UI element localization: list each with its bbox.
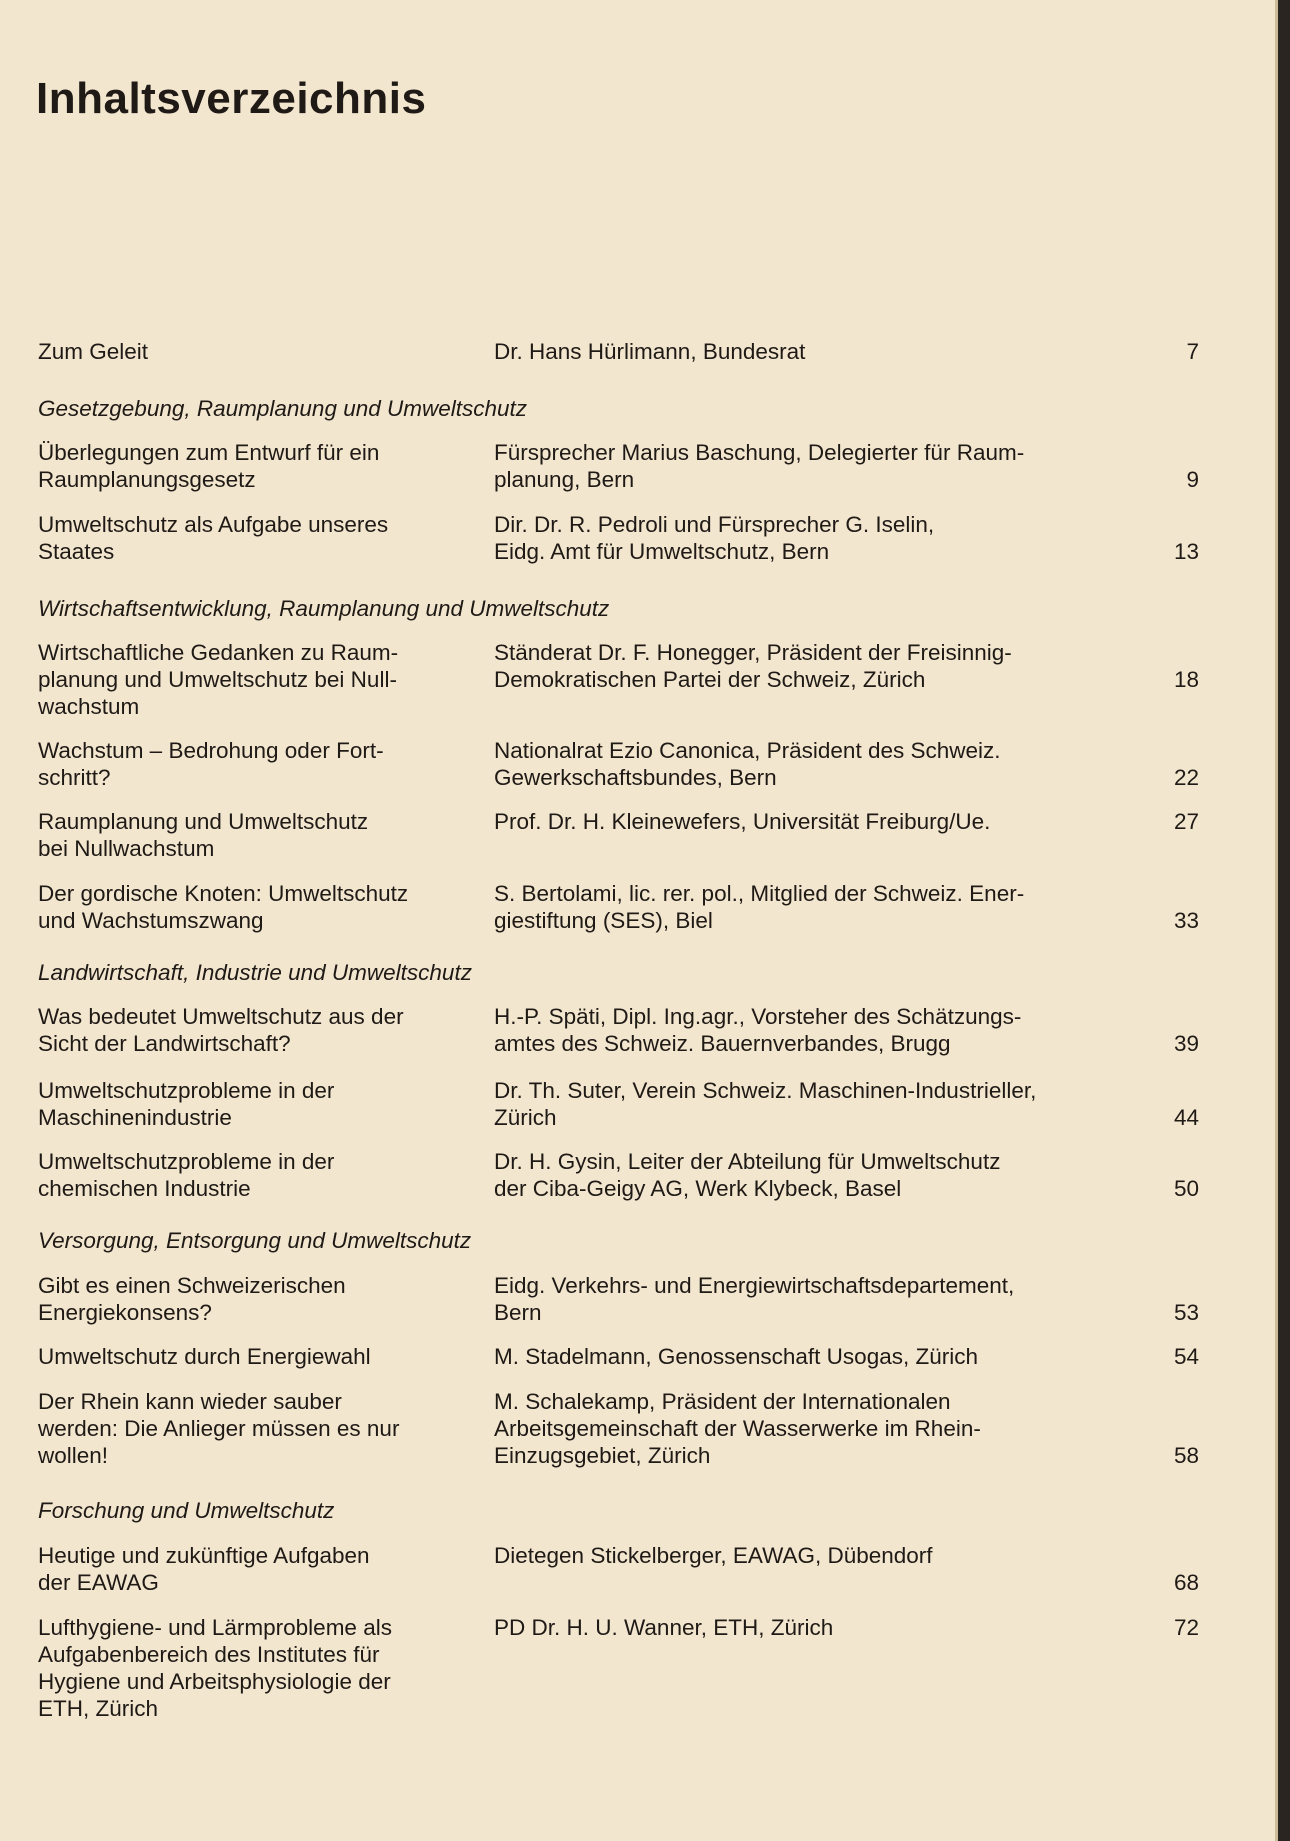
section-heading: Forschung und Umweltschutz — [38, 1498, 335, 1523]
entry-title: Zum Geleit — [38, 339, 149, 364]
entry-author: S. Bertolami, lic. rer. pol., Mitglied der Schweiz. Ener- giestiftung (SES), Biel — [494, 881, 1025, 933]
entry-author: Prof. Dr. H. Kleinewefers, Universität Freiburg/Ue. — [494, 809, 991, 834]
entry-title: Umweltschutzprobleme in der chemischen Industrie — [38, 1149, 335, 1201]
entry-title: Wirtschaftliche Gedanken zu Raum- planung und Umweltschutz bei Null- wachstum — [38, 640, 399, 719]
entry-author: Dir. Dr. R. Pedroli und Fürsprecher G. Iselin, Eidg. Amt für Umweltschutz, Bern — [494, 512, 935, 564]
entry-author: Eidg. Verkehrs- und Energiewirtschaftsdepartement, Bern — [494, 1273, 1015, 1325]
entry-title: Raumplanung und Umweltschutz bei Nullwachstum — [38, 809, 369, 861]
entry-author: Dr. Th. Suter, Verein Schweiz. Maschinen-Industrieller, Zürich — [494, 1078, 1037, 1130]
entry-author: Fürsprecher Marius Baschung, Delegierter für Raum- planung, Bern — [494, 440, 1025, 492]
entry-author: M. Schalekamp, Präsident der Internationalen Arbeitsgemeinschaft der Wasserwerke im Rhein- Einzugsgebiet, Zürich — [494, 1389, 981, 1468]
entry-author: PD Dr. H. U. Wanner, ETH, Zürich — [494, 1615, 834, 1640]
entry-title: Der Rhein kann wieder sauber werden: Die Anlieger müssen es nur wollen! — [38, 1389, 400, 1468]
entry-title: Überlegungen zum Entwurf für ein Raumplanungsgesetz — [38, 440, 380, 492]
entry-title: Gibt es einen Schweizerischen Energiekonsens? — [38, 1273, 346, 1325]
section-heading: Wirtschaftsentwicklung, Raumplanung und Umweltschutz — [38, 596, 610, 621]
entry-author: Ständerat Dr. F. Honegger, Präsident der Freisinnig- Demokratischen Partei der Schweiz, Zürich — [494, 640, 1012, 692]
entry-author: Dr. H. Gysin, Leiter der Abteilung für Umweltschutz der Ciba-Geigy AG, Werk Klybeck, Basel — [494, 1149, 1001, 1201]
entry-author: Nationalrat Ezio Canonica, Präsident des Schweiz. Gewerkschaftsbundes, Bern — [494, 738, 1001, 790]
entry-page-number: 72 — [1173, 1615, 1199, 1640]
entry-page-number: 53 — [1173, 1300, 1199, 1325]
entry-page-number: 18 — [1173, 667, 1199, 692]
entry-page-number: 50 — [1173, 1176, 1199, 1201]
entry-page-number: 22 — [1173, 765, 1199, 790]
entry-title: Der gordische Knoten: Umweltschutz und Wachstumszwang — [38, 881, 409, 933]
entry-title: Umweltschutzprobleme in der Maschinenindustrie — [38, 1078, 335, 1130]
entry-page-number: 9 — [1186, 467, 1199, 492]
entry-page-number: 33 — [1173, 908, 1199, 933]
page-title: Inhaltsverzeichnis — [36, 74, 427, 123]
section-heading: Gesetzgebung, Raumplanung und Umweltschutz — [38, 396, 528, 421]
entry-title: Umweltschutz durch Energiewahl — [38, 1344, 371, 1369]
entry-title: Umweltschutz als Aufgabe unseres Staates — [38, 512, 389, 564]
entry-page-number: 44 — [1173, 1105, 1199, 1130]
entry-page-number: 58 — [1173, 1443, 1199, 1468]
entry-page-number: 54 — [1173, 1344, 1199, 1369]
entry-page-number: 68 — [1173, 1570, 1199, 1595]
entry-page-number: 13 — [1173, 539, 1199, 564]
entry-author: Dietegen Stickelberger, EAWAG, Dübendorf — [494, 1543, 933, 1568]
entry-title: Wachstum – Bedrohung oder Fort- schritt? — [38, 738, 384, 790]
entry-page-number: 7 — [1186, 339, 1199, 364]
entry-title: Heutige und zukünftige Aufgaben der EAWAG — [38, 1543, 370, 1595]
entry-page-number: 39 — [1173, 1031, 1199, 1056]
page-edge-shadow — [1278, 0, 1290, 1841]
section-heading: Landwirtschaft, Industrie und Umweltschutz — [38, 960, 472, 985]
entry-title: Lufthygiene- und Lärmprobleme als Aufgabenbereich des Institutes für Hygiene und Arbeitsphysiologie der ETH, Zürich — [38, 1615, 392, 1721]
entry-author: Dr. Hans Hürlimann, Bundesrat — [494, 339, 806, 364]
entry-author: H.-P. Späti, Dipl. Ing.agr., Vorsteher des Schätzungs- amtes des Schweiz. Bauernverbandes, Brugg — [494, 1004, 1022, 1056]
entry-page-number: 27 — [1173, 809, 1199, 834]
entry-author: M. Stadelmann, Genossenschaft Usogas, Zürich — [494, 1344, 978, 1369]
section-heading: Versorgung, Entsorgung und Umweltschutz — [38, 1228, 472, 1253]
entry-title: Was bedeutet Umweltschutz aus der Sicht der Landwirtschaft? — [38, 1004, 404, 1056]
